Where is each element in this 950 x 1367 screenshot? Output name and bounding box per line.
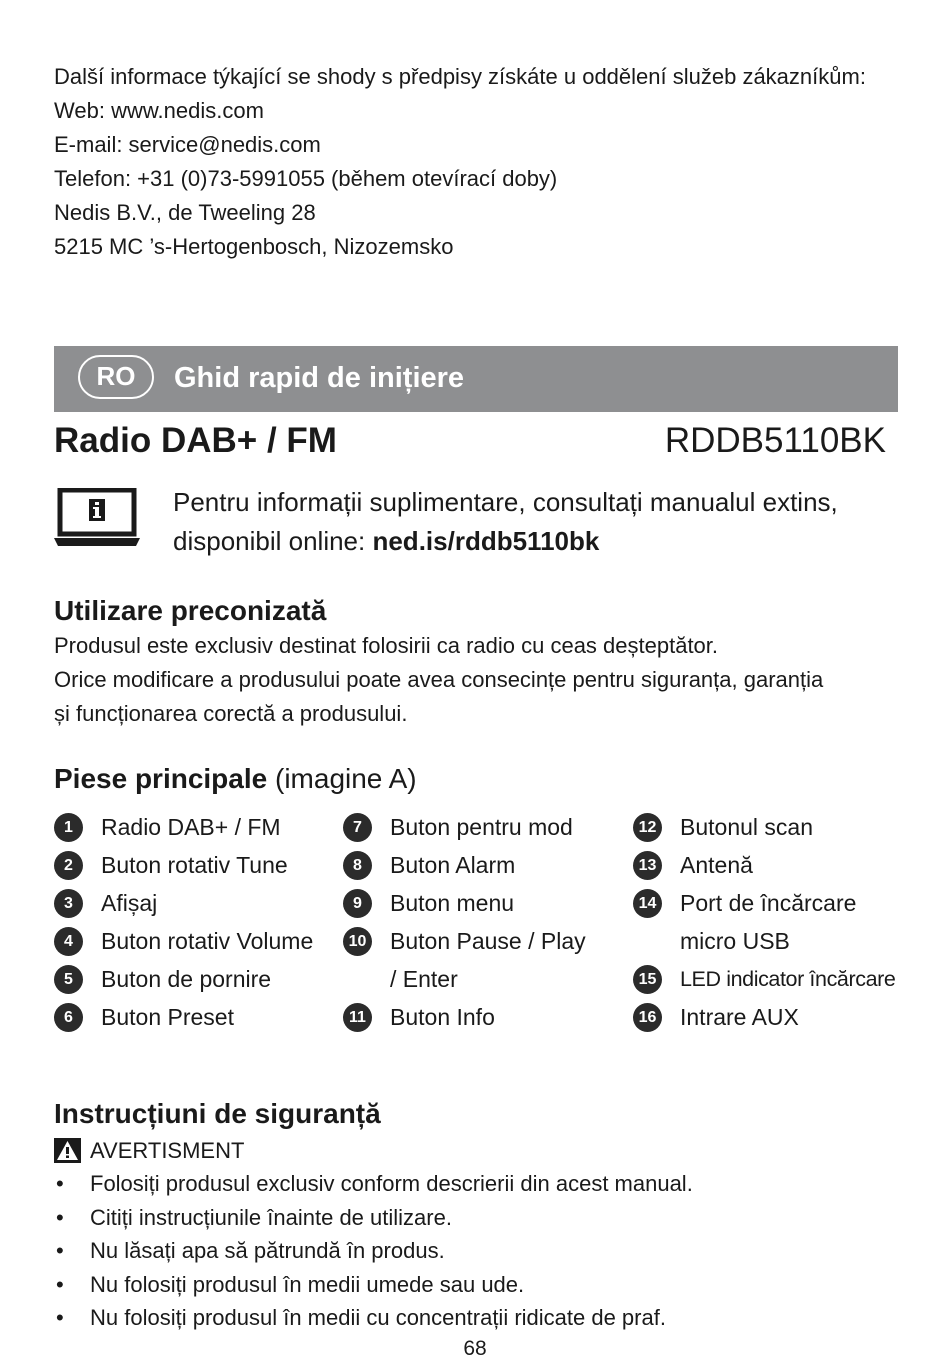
part-number-badge: 15 [633,965,662,994]
parts-column-2 [343,808,623,1036]
safety-heading: Instrucțiuni de siguranță [54,1098,381,1129]
part-item-continuation: / Enter [390,966,458,992]
part-item: 8 Buton Alarm [343,846,623,884]
part-number-badge: 14 [633,889,662,918]
product-name: Radio DAB+ / FM [54,421,337,460]
intended-line: Produsul este exclusiv destinat folosirii ca radio cu ceas deșteptător. [54,633,719,658]
part-item: 2 Buton rotativ Tune [54,846,334,884]
product-model: RDDB5110BK [664,421,886,460]
part-item: 7 Buton pentru mod [343,808,623,846]
intended-use-text [54,629,823,731]
page-number: 68 [463,1337,487,1360]
part-number-badge: 7 [343,813,372,842]
part-number-badge: 8 [343,851,372,880]
manual-link[interactable]: ned.is/rddb5110bk [372,526,600,556]
part-item: 14 Port de încărcare [633,884,908,922]
intended-line: Orice modificare a produsului poate avea consecințe pentru siguranța, garanția [54,667,824,692]
part-number-badge: 13 [633,851,662,880]
section-banner [54,346,898,412]
main-parts-heading: Piese principale (imagine A) [54,763,417,794]
part-item: 15 LED indicator încărcare [633,960,908,998]
info-line-2: disponibil online: ned.is/rddb5110bk [173,526,600,556]
contact-info [54,60,866,264]
info-text [173,483,838,561]
intended-use-heading: Utilizare preconizată [54,595,327,626]
part-item: 1 Radio DAB+ / FM [54,808,334,846]
part-item: 4 Buton rotativ Volume [54,922,334,960]
part-item: 10 Buton Pause / Play [343,922,623,960]
part-number-badge: 11 [343,1003,372,1032]
part-item-continuation: micro USB [680,928,790,954]
part-number-badge: 6 [54,1003,83,1032]
part-item: 5 Buton de pornire [54,960,334,998]
part-item: 11 Buton Info [343,998,623,1036]
main-parts-heading-suffix: (imagine A) [275,763,417,794]
warning-icon [54,1138,81,1163]
contact-line-web: Web: www.nedis.com [54,98,264,123]
contact-line-company: Nedis B.V., de Tweeling 28 [54,200,316,225]
part-number-badge: 9 [343,889,372,918]
part-number-badge: 1 [54,813,83,842]
warning-label: AVERTISMENT [90,1138,245,1163]
part-number-badge: 2 [54,851,83,880]
info-line-1: Pentru informații suplimentare, consultați manualul extins, [173,487,838,517]
parts-column-1 [54,808,334,1036]
part-item: 9 Buton menu [343,884,623,922]
contact-line-email: E-mail: service@nedis.com [54,132,321,157]
part-number-badge: 4 [54,927,83,956]
part-item: 3 Afișaj [54,884,334,922]
part-item: 13 Antenă [633,846,908,884]
part-number-badge: 3 [54,889,83,918]
part-number-badge: 12 [633,813,662,842]
language-badge: RO [78,355,154,399]
part-number-badge: 16 [633,1003,662,1032]
part-item: 16 Intrare AUX [633,998,908,1036]
part-item: 6 Buton Preset [54,998,334,1036]
banner-title: Ghid rapid de inițiere [174,362,465,394]
contact-line: Další informace týkající se shody s předpisy získáte u oddělení služeb zákazníkům: [54,64,866,89]
parts-column-3 [633,808,908,1036]
intended-line: și funcționarea corectă a produsului. [54,701,408,726]
part-number-badge: 5 [54,965,83,994]
part-number-badge: 10 [343,927,372,956]
laptop-info-icon [54,488,140,548]
contact-line-phone: Telefon: +31 (0)73-5991055 (během otevírací doby) [54,166,558,191]
part-item: 12 Butonul scan [633,808,908,846]
contact-line-city: 5215 MC ’s-Hertogenbosch, Nizozemsko [54,234,454,259]
